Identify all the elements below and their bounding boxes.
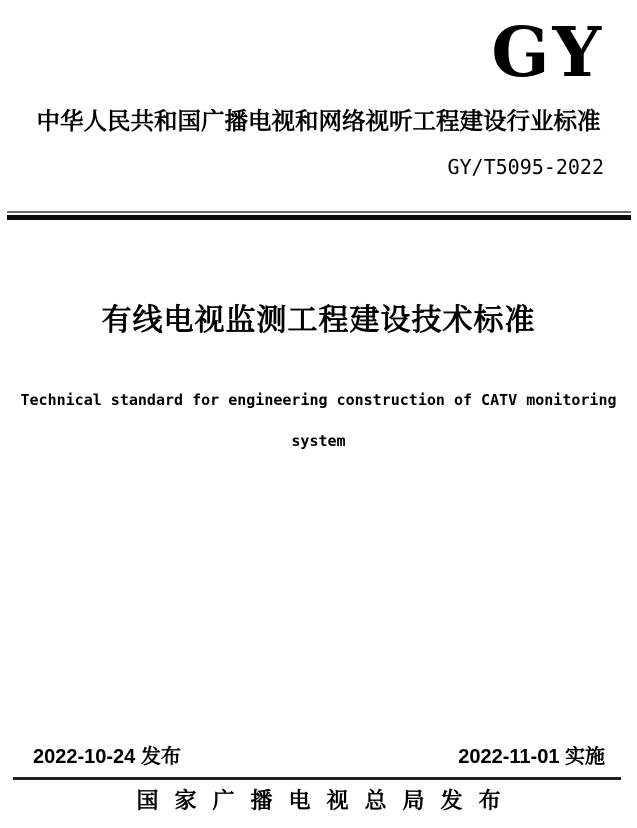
- date-row: [33, 744, 605, 770]
- footer-rule: [13, 777, 621, 780]
- document-title-english-line1: Technical standard for engineering construction of CATV monitoring: [20, 391, 617, 409]
- document-title-english-line2: system: [291, 432, 346, 450]
- implement-date: 2022-11-01 实施: [458, 746, 605, 768]
- publisher-name: 国家广播电视总局发布: [136, 788, 517, 813]
- issue-date: 2022-10-24 发布: [33, 746, 181, 768]
- standard-number: GY/T5095-2022: [447, 155, 604, 179]
- header-rule-thick: [7, 215, 631, 220]
- document-title-chinese: 有线电视监测工程建设技术标准: [101, 304, 536, 337]
- gy-logo: GY: [491, 13, 604, 93]
- header-rule-thin: [7, 211, 631, 213]
- industry-standard-heading: 中华人民共和国广播电视和网络视听工程建设行业标准: [36, 108, 601, 134]
